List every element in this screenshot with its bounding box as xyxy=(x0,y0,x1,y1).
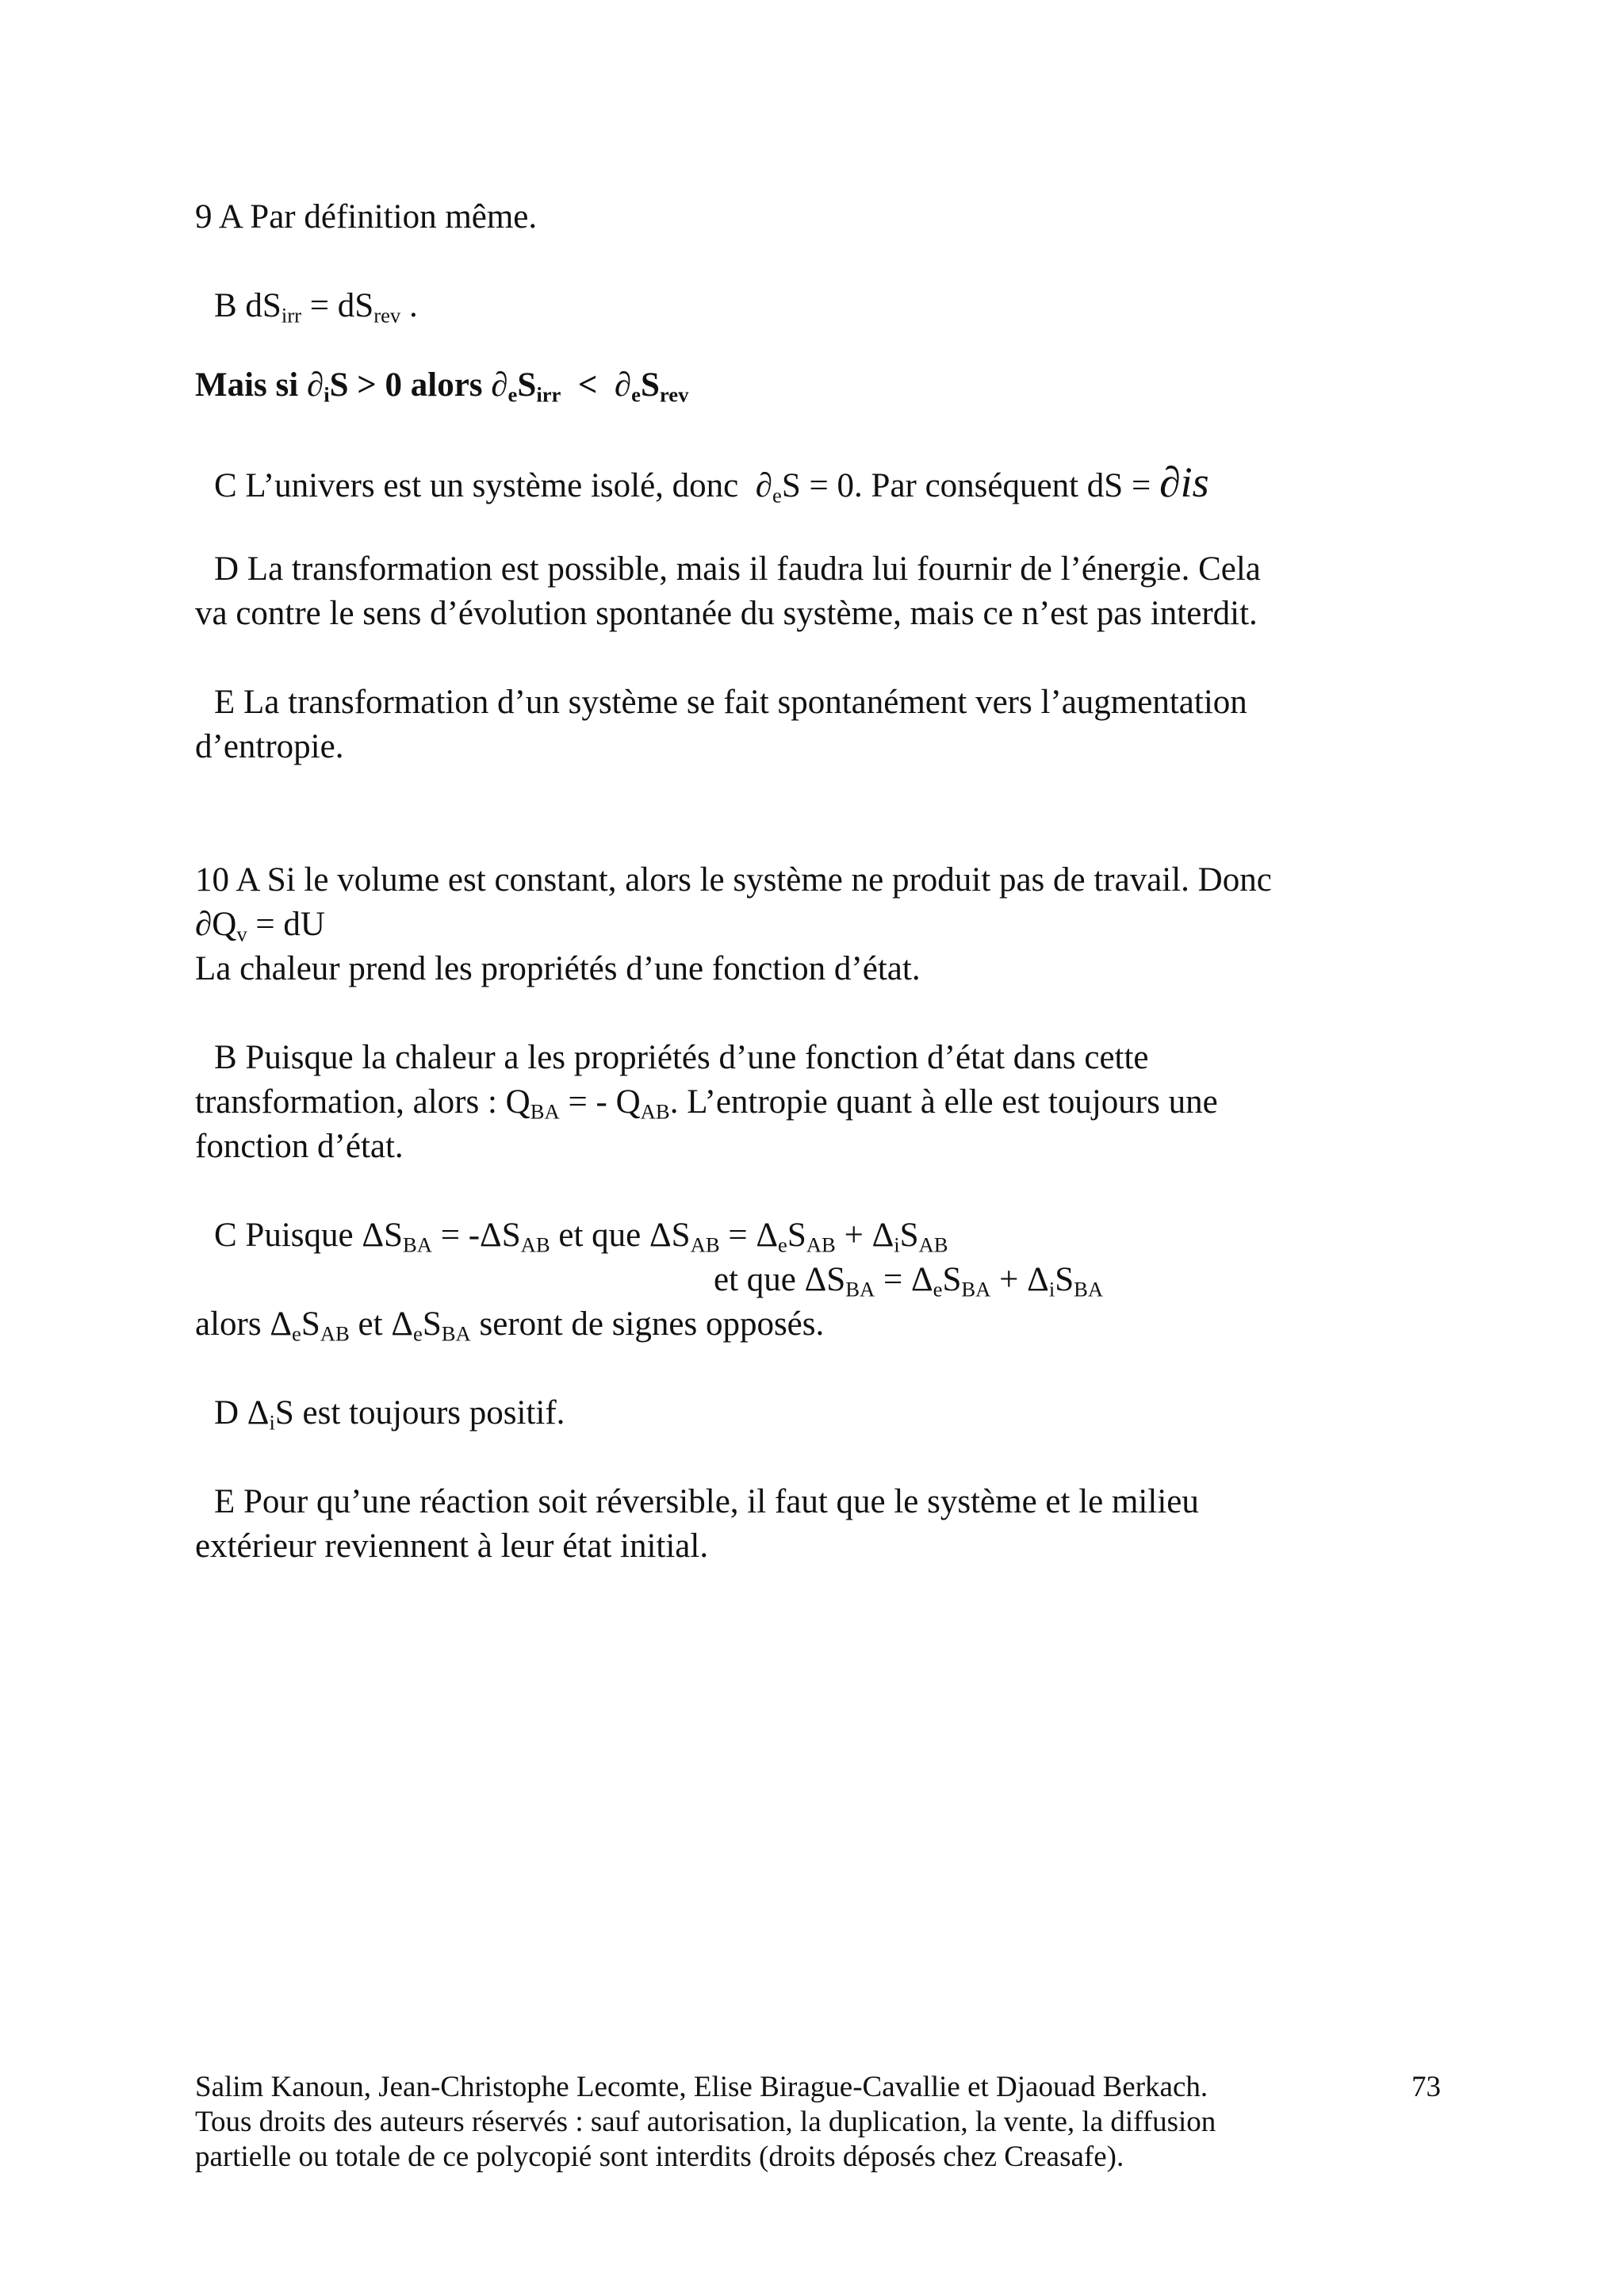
q9-b-sub-rev: rev xyxy=(373,303,401,328)
page-number: 73 xyxy=(1411,2071,1441,2103)
q10-e-line1 xyxy=(214,1480,1199,1524)
q9-bold-text-5: S xyxy=(641,366,660,404)
sub-irr: irr xyxy=(536,382,561,407)
sub-ab: AB xyxy=(320,1321,350,1346)
q9-b-text-mid: = dS xyxy=(301,287,374,324)
q10-a-text-end: = dU xyxy=(247,906,325,943)
q10-a-line3 xyxy=(195,947,921,991)
q9-d-text-1: D La transformation est possible, mais il faudra lui fournir de l’énergie. Cela xyxy=(214,550,1261,588)
q9-e-text-1: E La transformation d’un système se fait spontanément vers l’augmentation xyxy=(214,684,1247,721)
sub-e: e xyxy=(631,382,641,407)
q10-a-line2 xyxy=(195,903,325,947)
q9-b-text: B dS xyxy=(214,287,282,324)
q10-c-text: = -ΔS xyxy=(431,1217,521,1254)
q10-c-text: S xyxy=(301,1305,320,1343)
q9-b-line xyxy=(214,284,418,328)
q10-c-text: S xyxy=(899,1217,919,1254)
q9-e-line1 xyxy=(214,680,1247,725)
q10-c-text: + Δ xyxy=(990,1261,1049,1298)
q10-d-text: D Δ xyxy=(214,1394,270,1432)
q10-c-line2 xyxy=(714,1258,1103,1302)
q9-a-text: 9 A Par définition même. xyxy=(195,198,538,236)
sub-e: e xyxy=(292,1321,301,1346)
sub-ab: AB xyxy=(806,1232,836,1257)
sub-ba: BA xyxy=(845,1277,875,1301)
q10-d-text-2: S est toujours positif. xyxy=(274,1394,565,1432)
q9-b-sub-irr: irr xyxy=(281,303,302,328)
q10-a-q: Q xyxy=(212,906,237,943)
sub-ba: BA xyxy=(530,1099,560,1124)
partial-symbol: ∂ xyxy=(306,366,324,404)
q10-c-text: = Δ xyxy=(875,1261,933,1298)
sub-ab: AB xyxy=(520,1232,550,1257)
q9-bold-less-than: < xyxy=(561,366,615,404)
q9-e-text-2: d’entropie. xyxy=(195,728,344,765)
sub-ab: AB xyxy=(690,1232,720,1257)
sub-rev: rev xyxy=(659,382,689,407)
sub-ba: BA xyxy=(441,1321,471,1346)
sub-e: e xyxy=(933,1277,943,1301)
q10-b-line1 xyxy=(214,1036,1149,1080)
q9-bold-line xyxy=(195,363,688,408)
partial-symbol: ∂ xyxy=(755,467,773,504)
q10-c-text: = Δ xyxy=(719,1217,779,1254)
q9-bold-text-2: S > 0 alors xyxy=(329,366,492,404)
q10-a-text-1: 10 A Si le volume est constant, alors le système ne produit pas de travail. Donc xyxy=(195,861,1272,899)
sub-v: v xyxy=(236,922,247,946)
q10-c-line3 xyxy=(195,1302,824,1347)
q10-d-line xyxy=(214,1391,565,1435)
q10-b-text-2b: = - Q xyxy=(559,1083,641,1121)
footer-line3 xyxy=(195,2140,1124,2175)
sub-ba: BA xyxy=(961,1277,991,1301)
q9-c-dis-symbol: ∂is xyxy=(1159,458,1209,506)
sub-ab: AB xyxy=(918,1232,948,1257)
q10-c-line1 xyxy=(214,1213,948,1258)
q9-e-line2 xyxy=(195,725,343,769)
sub-i: i xyxy=(324,382,330,407)
q10-c-text: C Puisque ΔS xyxy=(214,1217,403,1254)
partial-symbol: ∂ xyxy=(491,366,508,404)
q9-b-text-end: . xyxy=(400,287,418,324)
q10-a-text-3: La chaleur prend les propriétés d’une fonction d’état. xyxy=(195,950,921,987)
sub-i: i xyxy=(269,1410,275,1435)
sub-e: e xyxy=(778,1232,787,1257)
q10-b-text-2a: transformation, alors : Q xyxy=(195,1083,530,1121)
sub-e: e xyxy=(412,1321,423,1346)
footer-rights: Tous droits des auteurs réservés : sauf autorisation, la duplication, la vente, la diffusion xyxy=(195,2106,1216,2138)
q10-b-text-3: fonction d’état. xyxy=(195,1128,404,1165)
footer-line1 xyxy=(195,2070,1208,2105)
footer-rights-cont: partielle ou totale de ce polycopié sont interdits (droits déposés chez Creasafe). xyxy=(195,2141,1124,2173)
q9-c-text-2: S = 0. Par conséquent dS = xyxy=(781,467,1159,504)
sub-i: i xyxy=(894,1232,900,1257)
q10-c-text: et Δ xyxy=(349,1305,413,1343)
q10-e-text-2: extérieur reviennent à leur état initial. xyxy=(195,1527,709,1565)
q10-c-text: + Δ xyxy=(835,1217,894,1254)
q10-c-text: S xyxy=(1055,1261,1074,1298)
q10-c-text: et que ΔS xyxy=(550,1217,691,1254)
q10-b-text-2c: . L’entropie quant à elle est toujours une xyxy=(669,1083,1218,1121)
q9-c-text: C L’univers est un système isolé, donc xyxy=(214,467,756,504)
q10-c-text: S xyxy=(942,1261,962,1298)
q9-d-line2 xyxy=(195,592,1258,636)
q9-bold-text: Mais si xyxy=(195,366,307,404)
sub-ba: BA xyxy=(402,1232,432,1257)
sub-e: e xyxy=(772,483,782,508)
q9-bold-text-3: S xyxy=(517,366,537,404)
footer-line2 xyxy=(195,2105,1216,2140)
sub-ab: AB xyxy=(640,1099,670,1124)
q10-e-line2 xyxy=(195,1524,708,1569)
q9-d-text-2: va contre le sens d’évolution spontanée du système, mais ce n’est pas interdit. xyxy=(195,595,1258,632)
partial-symbol: ∂ xyxy=(614,366,632,404)
q9-c-line xyxy=(214,460,1209,508)
q10-e-text-1: E Pour qu’une réaction soit réversible, il faut que le système et le milieu xyxy=(214,1483,1199,1520)
q9-a-line xyxy=(195,195,537,240)
q10-b-text-1: B Puisque la chaleur a les propriétés d’une fonction d’état dans cette xyxy=(214,1039,1149,1076)
sub-e: e xyxy=(508,382,518,407)
q10-a-line1 xyxy=(195,858,1272,903)
q10-c-text: alors Δ xyxy=(195,1305,292,1343)
q9-d-line1 xyxy=(214,547,1261,592)
partial-symbol: ∂ xyxy=(195,906,213,943)
sub-ba: BA xyxy=(1074,1277,1104,1301)
q10-c-text: seront de signes opposés. xyxy=(470,1305,825,1343)
q10-c-text: S xyxy=(422,1305,442,1343)
q10-c-text: S xyxy=(787,1217,806,1254)
q10-b-line3 xyxy=(195,1125,404,1169)
q10-b-line2 xyxy=(195,1080,1218,1125)
footer-authors: Salim Kanoun, Jean-Christophe Lecomte, Elise Birague-Cavallie et Djaouad Berkach. xyxy=(195,2071,1208,2103)
q10-c-text: et que ΔS xyxy=(714,1261,846,1298)
sub-i: i xyxy=(1048,1277,1055,1301)
